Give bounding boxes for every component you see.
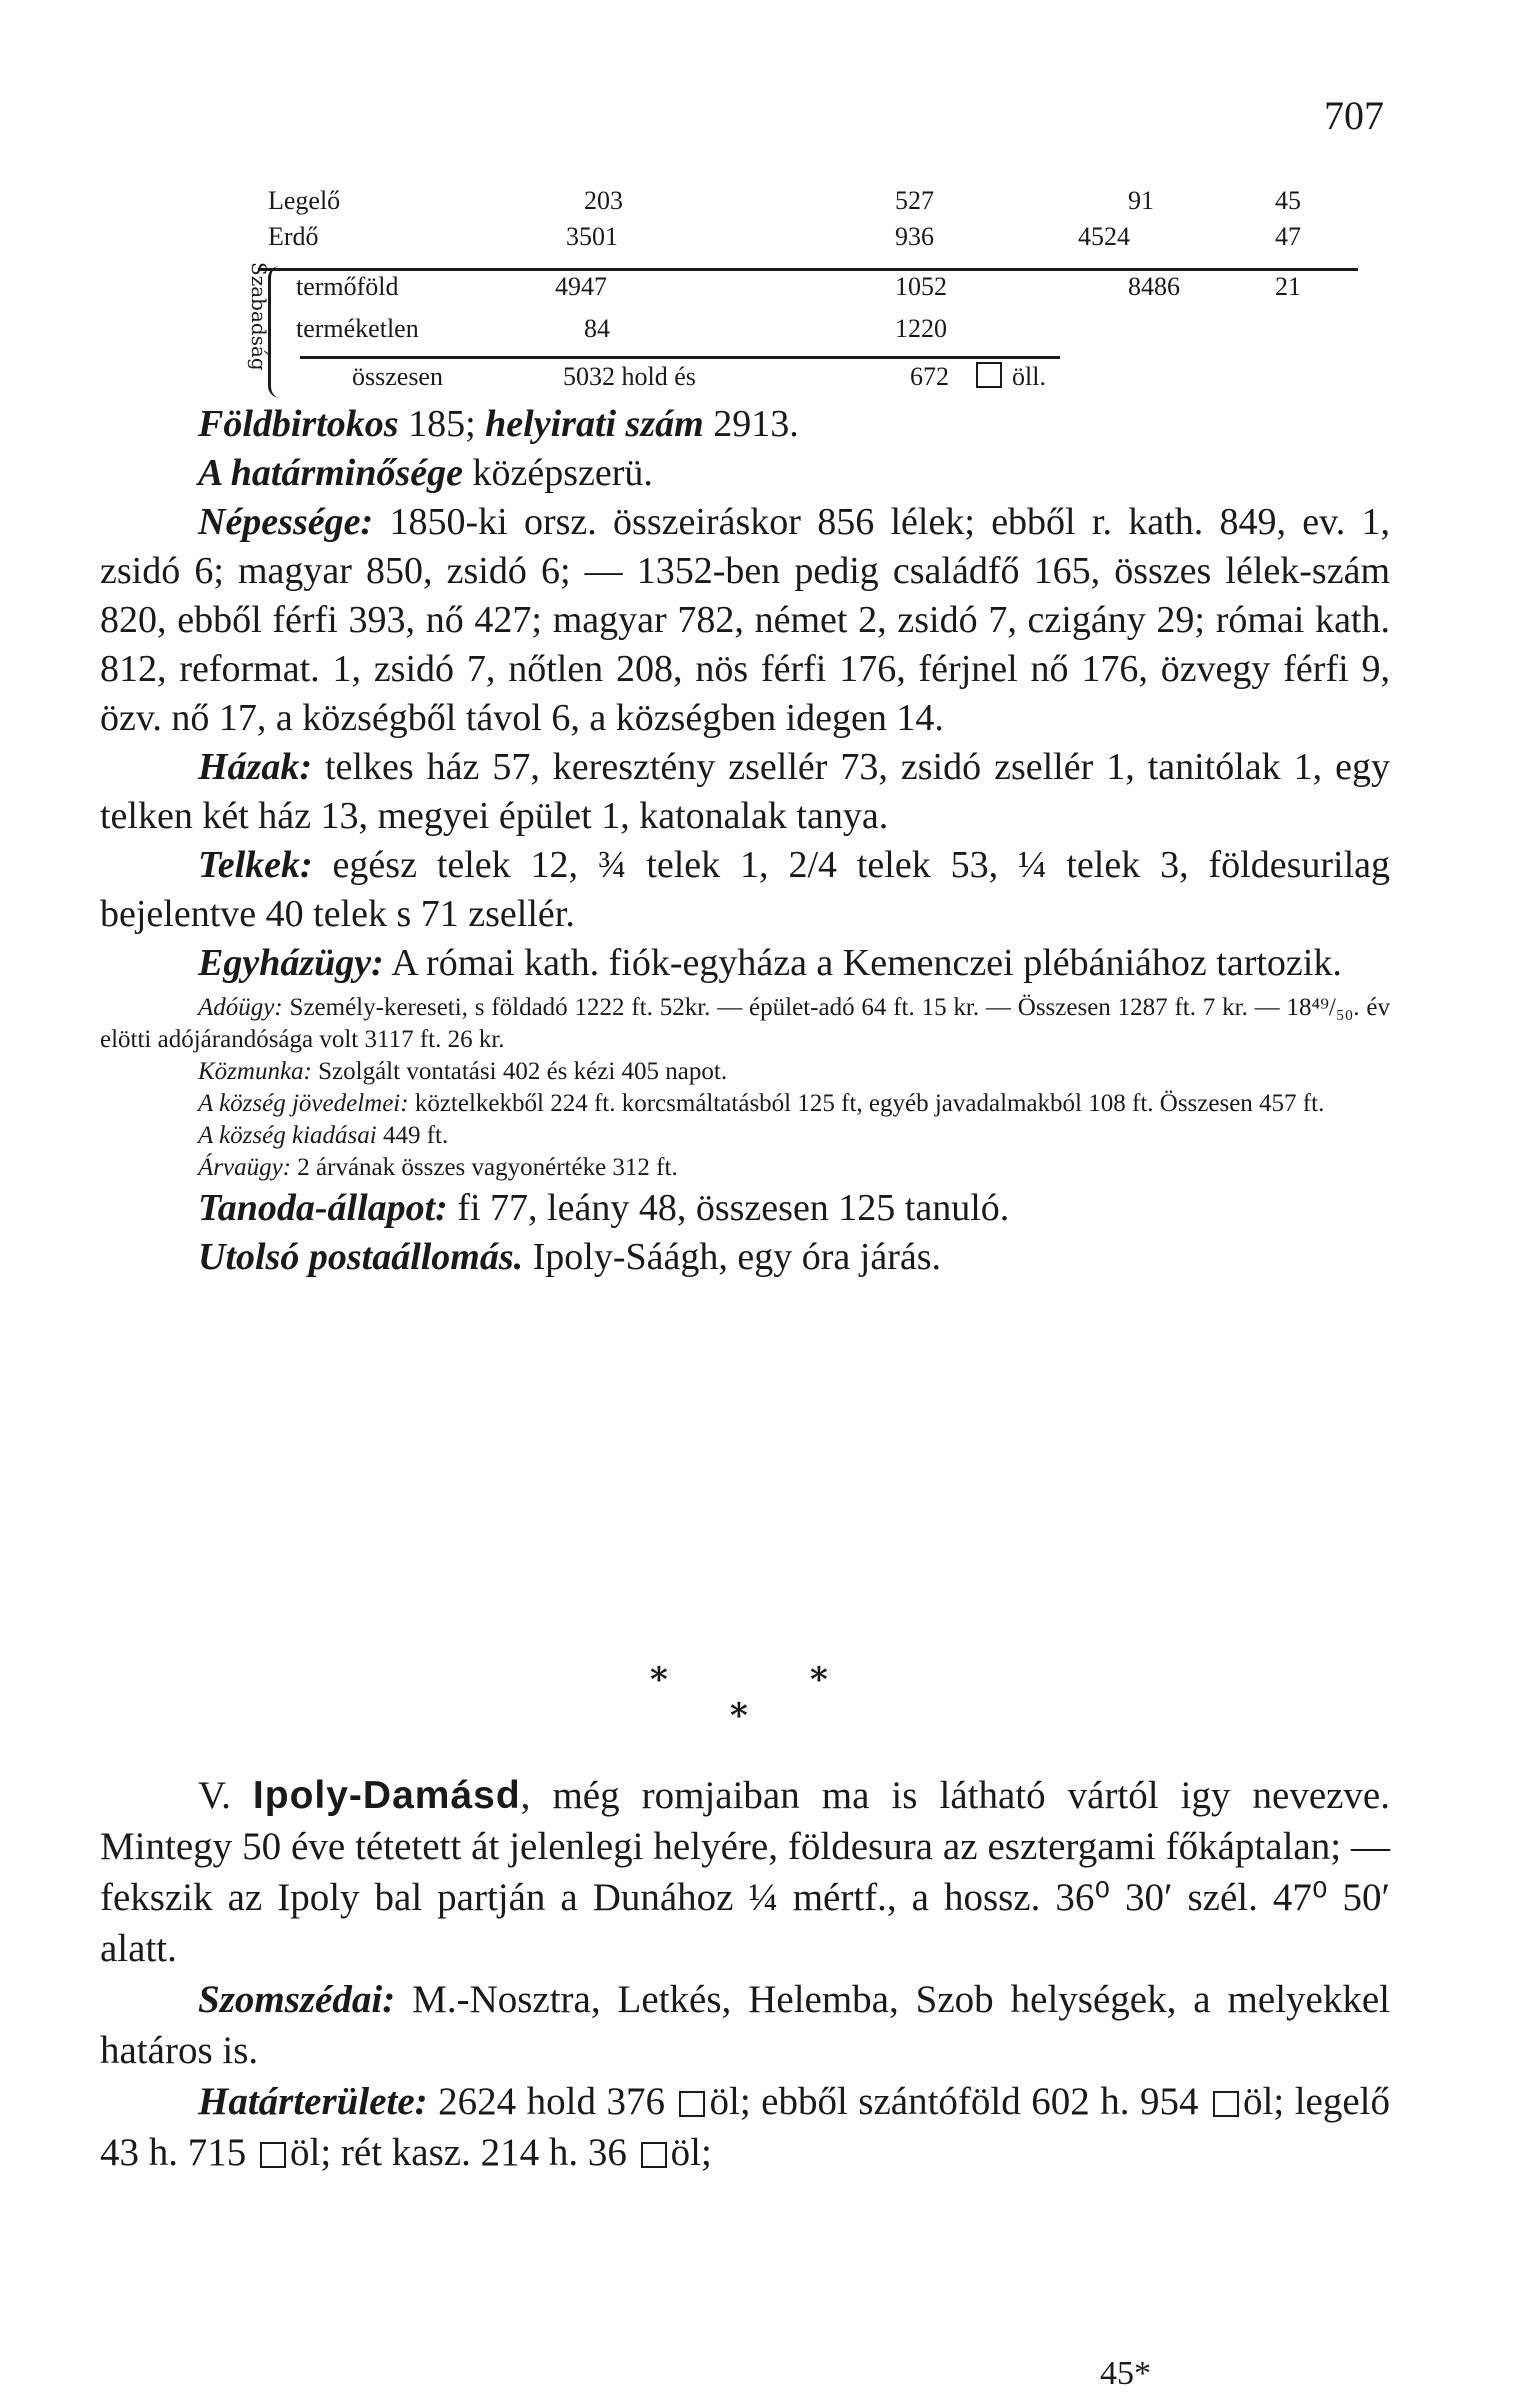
table-row	[0, 314, 1520, 346]
para-heading: Házak:	[198, 746, 312, 788]
row-label: termőföld	[296, 272, 399, 301]
para-heading: A község kiadásai	[198, 1122, 377, 1149]
para-text: öl; ebből szántóföld 602 h. 954	[709, 2080, 1210, 2123]
para-text: öl;	[670, 2131, 712, 2174]
para-text: fi 77, leány 48, összesen 125 tanuló.	[447, 1187, 1010, 1229]
cell: 1052	[895, 272, 947, 301]
main-text	[100, 400, 1390, 1282]
cell: 45	[1275, 186, 1301, 215]
paragraph	[100, 1233, 1390, 1282]
para-text: Ipoly-Sáágh, egy óra járás.	[523, 1236, 942, 1278]
para-text: egész telek 12, ¾ telek 1, 2/4 telek 53, ¼ telek 3, földesurilag bejelentve 40 telek s 71 zsellér.	[100, 844, 1390, 935]
paragraph	[100, 1770, 1390, 1974]
row-label: Erdő	[268, 222, 319, 251]
star: *	[810, 1660, 828, 1700]
table-rule	[258, 268, 1358, 271]
page-number: 707	[1324, 93, 1384, 138]
total-unit: öll.	[1012, 362, 1046, 391]
cell: 91	[1128, 186, 1154, 215]
para-heading: A határminősége	[198, 452, 463, 494]
place-name: Ipoly-Damásd	[252, 1774, 521, 1817]
para-text: telkes ház 57, keresztény zsellér 73, zsidó zsellér 1, tanitólak 1, egy telken két ház 13, megyei épület 1, katonalak tanya.	[100, 746, 1390, 837]
small-paragraph	[100, 1056, 1390, 1088]
paragraph	[100, 498, 1390, 743]
signature-mark: 45*	[1100, 2355, 1151, 2392]
para-heading: Adóügy:	[198, 994, 283, 1021]
paragraph	[100, 1974, 1390, 2076]
star: *	[650, 1660, 668, 1700]
cell: 8486	[1128, 272, 1180, 301]
square-box	[641, 2142, 667, 2168]
table-rule	[300, 356, 1060, 359]
paragraph	[100, 1184, 1390, 1233]
paragraph	[100, 2076, 1390, 2178]
table-row	[0, 272, 1520, 304]
para-text: 2913.	[703, 403, 799, 445]
para-text: , még romjaiban ma is látható vártól igy nevezve. Mintegy 50 éve tétetett át jelenlegi helyére, földesura az esztergami főkáptalan; — fekszik az Ipoly bal partján a Dunához ¼ mértf., a hossz. 36⁰ 30′ szél. 47⁰ 50′ alatt.	[100, 1774, 1390, 1970]
table-row	[0, 222, 1520, 254]
para-heading: Egyházügy:	[198, 942, 384, 984]
paragraph	[100, 449, 1390, 498]
para-text: 185;	[398, 403, 486, 445]
para-heading: Telkek:	[198, 844, 313, 886]
para-heading: Utolsó postaállomás.	[198, 1236, 524, 1278]
para-heading: Népessége:	[198, 501, 374, 543]
para-heading: A község jövedelmei:	[198, 1090, 409, 1117]
paragraph	[100, 400, 1390, 449]
cell: 84	[584, 314, 610, 343]
total-value: 672	[910, 362, 949, 391]
para-text: M.-Nosztra, Letkés, Helemba, Szob helységek, a melyekkel határos is.	[100, 1978, 1390, 2072]
section-separator	[640, 1660, 840, 1750]
cell: 3501	[566, 222, 618, 251]
small-paragraph	[100, 992, 1390, 1056]
square-box	[976, 362, 1002, 388]
para-heading: Árvaügy:	[198, 1154, 292, 1181]
para-text: 2624 hold 376	[427, 2080, 676, 2123]
para-heading: Közmunka:	[198, 1058, 312, 1085]
para-heading: Tanoda-állapot:	[198, 1187, 448, 1229]
para-text: köztelkekből 224 ft. korcsmáltatásból 125 ft, egyéb javadalmakból 108 ft. Összesen 457 ft.	[408, 1090, 1325, 1117]
small-paragraph	[100, 1120, 1390, 1152]
para-text: A római kath. fiók-egyháza a Kemenczei plébániához tartozik.	[383, 942, 1342, 984]
cell: 47	[1275, 222, 1301, 251]
paragraph	[100, 841, 1390, 939]
cell: 527	[895, 186, 934, 215]
table-row	[0, 186, 1520, 218]
small-paragraph	[100, 1088, 1390, 1120]
para-heading: Szomszédai:	[198, 1978, 396, 2021]
para-text: öl; legelő 43 h. 715	[100, 2080, 1390, 2174]
cell: 4524	[1078, 222, 1130, 251]
para-text: Szolgált vontatási 402 és kézi 405 napot.	[311, 1058, 728, 1085]
table-total-row	[0, 362, 1520, 394]
cell: 21	[1275, 272, 1301, 301]
square-box	[1213, 2091, 1239, 2117]
side-label: Szabadság	[247, 262, 271, 371]
para-heading: Határterülete:	[198, 2080, 428, 2123]
para-text: 449 ft.	[376, 1122, 449, 1149]
paragraph	[100, 939, 1390, 988]
total-label: összesen	[352, 362, 443, 391]
small-paragraph	[100, 1152, 1390, 1184]
paragraph	[100, 743, 1390, 841]
para-heading: Földbirtokos	[198, 403, 399, 445]
row-label: Legelő	[268, 186, 341, 215]
cell: 4947	[555, 272, 607, 301]
para-heading: helyirati szám	[485, 403, 704, 445]
para-text: 1850-ki orsz. összeiráskor 856 lélek; ebből r. kath. 849, ev. 1, zsidó 6; magyar 850, zsidó 6; — 1352-ben pedig családfő 165, összes lélek-szám 820, ebből férfi 393, nő 427; magyar 782, német 2, zsidó 7, czigány 29; római kath. 812, reformat. 1, zsidó 7, nőtlen 208, nös férfi 176, férjnel nő 176, özvegy férfi 9, özv. nő 17, a községből távol 6, a községben idegen 14.	[100, 501, 1390, 739]
square-box	[679, 2091, 705, 2117]
para-text: 2 árvának összes vagyonértéke 312 ft.	[291, 1154, 678, 1181]
section-number: V.	[198, 1774, 253, 1817]
cell: 203	[584, 186, 623, 215]
cell: 936	[895, 222, 934, 251]
second-section	[100, 1770, 1390, 2178]
total-value: 5032 hold és	[563, 362, 696, 391]
para-text: Személy-kereseti, s földadó 1222 ft. 52kr. — épület-adó 64 ft. 15 kr. — Összesen 1287 ft. 7 kr. — 18⁴⁹/₅₀. év elötti adójárandósága volt 3117 ft. 26 kr.	[100, 994, 1390, 1053]
cell: 1220	[895, 314, 947, 343]
para-text: öl; rét kasz. 214 h. 36	[290, 2131, 637, 2174]
para-text: középszerü.	[463, 452, 653, 494]
square-box	[260, 2142, 286, 2168]
row-label: terméketlen	[296, 314, 419, 343]
star: *	[730, 1696, 748, 1736]
